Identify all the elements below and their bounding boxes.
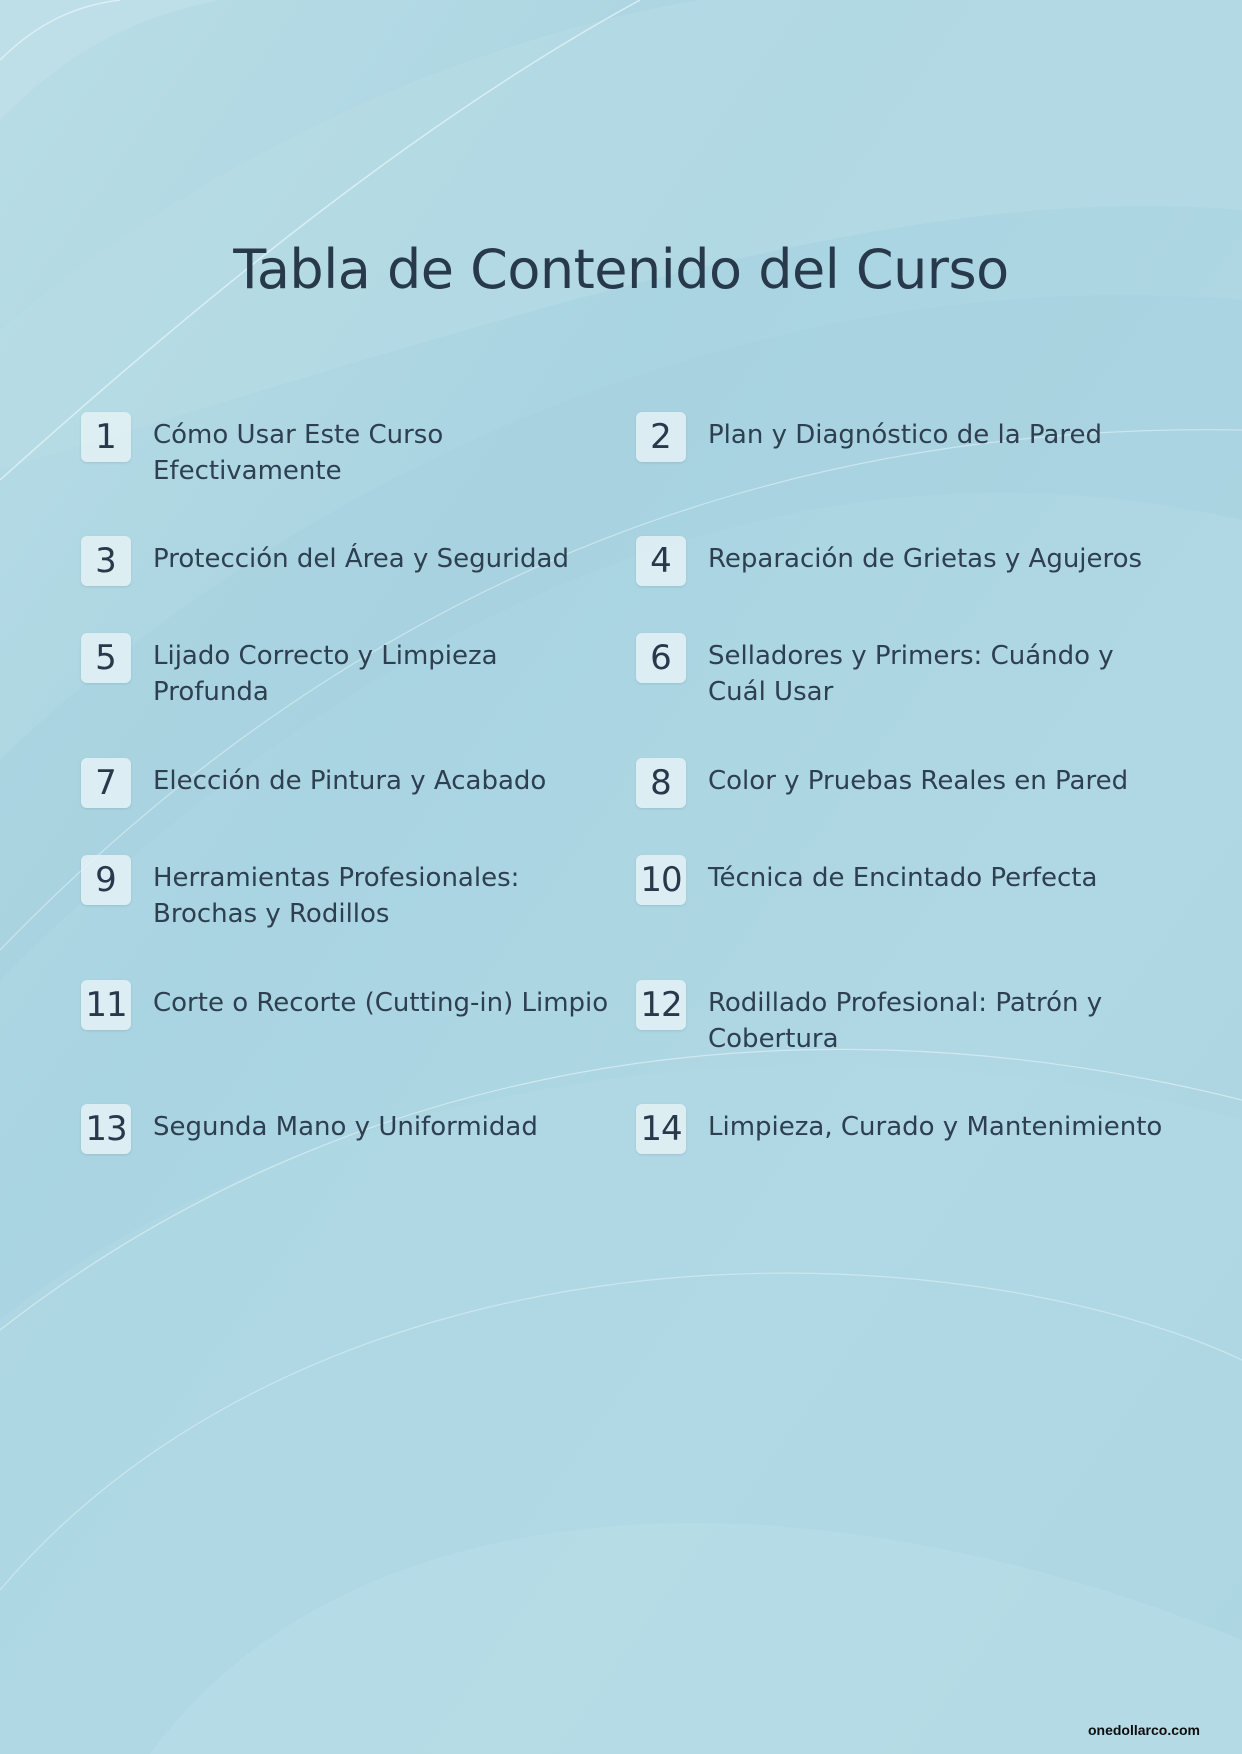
- toc-number-badge: 1: [81, 412, 131, 462]
- toc-number-badge: 8: [636, 758, 686, 808]
- toc-number-badge: 13: [81, 1104, 131, 1154]
- toc-number-badge: 6: [636, 633, 686, 683]
- toc-entry-label: Corte o Recorte (Cutting-in) Limpio: [153, 988, 609, 1018]
- toc-entry-label: Elección de Pintura y Acabado: [153, 766, 547, 796]
- toc-entry-label: Segunda Mano y Uniformidad: [153, 1112, 538, 1142]
- toc-entry-label: Herramientas Profesionales: Brochas y Rodillos: [153, 863, 520, 929]
- toc-number-badge: 9: [81, 855, 131, 905]
- toc-number-badge: 3: [81, 536, 131, 586]
- toc-number-badge: 4: [636, 536, 686, 586]
- toc-entry-label: Plan y Diagnóstico de la Pared: [708, 420, 1102, 450]
- toc-number-badge: 14: [636, 1104, 686, 1154]
- toc-number-badge: 10: [636, 855, 686, 905]
- toc-entry-label: Cómo Usar Este Curso Efectivamente: [153, 420, 444, 486]
- page-title: Tabla de Contenido del Curso: [233, 238, 1009, 301]
- toc-entry-label: Reparación de Grietas y Agujeros: [708, 544, 1143, 574]
- toc-entry-label: Lijado Correcto y Limpieza Profunda: [153, 641, 498, 707]
- toc-entry-label: Selladores y Primers: Cuándo y Cuál Usar: [708, 641, 1114, 707]
- toc-number-badge: 12: [636, 980, 686, 1030]
- toc-entry-label: Color y Pruebas Reales en Pared: [708, 766, 1129, 796]
- toc-number-badge: 7: [81, 758, 131, 808]
- toc-entry-label: Técnica de Encintado Perfecta: [708, 863, 1098, 893]
- toc-number-badge: 11: [81, 980, 131, 1030]
- toc-number-badge: 2: [636, 412, 686, 462]
- toc-number-badge: 5: [81, 633, 131, 683]
- toc-entry-label: Rodillado Profesional: Patrón y Cobertura: [708, 988, 1103, 1054]
- toc-entry-label: Limpieza, Curado y Mantenimiento: [708, 1112, 1163, 1142]
- footer-website: onedollarco.com: [1087, 1722, 1200, 1738]
- toc-entry-label: Protección del Área y Seguridad: [153, 544, 569, 574]
